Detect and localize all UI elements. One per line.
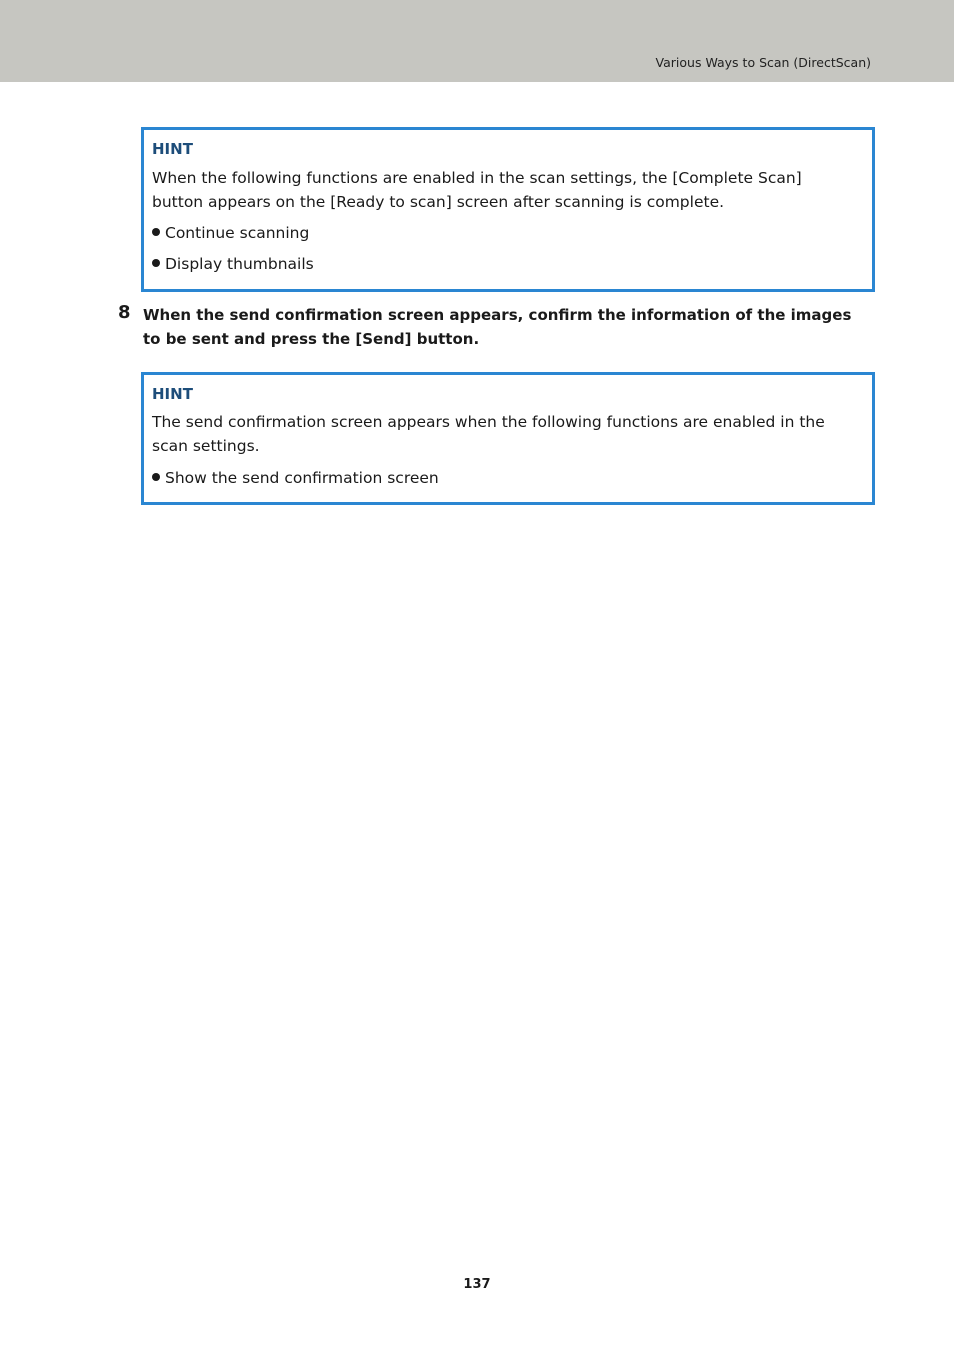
page-header (0, 0, 954, 82)
hint-box-2 (141, 372, 875, 505)
hint-bullet-display-thumbnails (152, 252, 314, 276)
hint-label: HINT (152, 140, 193, 158)
hint-text: The send confirmation screen appears when the following functions are enabled in the scan settings. (152, 413, 825, 455)
bullet-icon (152, 259, 160, 267)
bullet-text: Display thumbnails (165, 255, 314, 273)
bullet-text: Continue scanning (165, 224, 310, 242)
bullet-icon (152, 473, 160, 481)
hint-bullet-show-send-confirmation (152, 466, 439, 490)
hint-text: When the following functions are enabled in the scan settings, the [Complete Scan] button appears on the [Ready to scan] screen after scanning is complete. (152, 169, 802, 211)
hint-box-1 (141, 127, 875, 292)
hint-label: HINT (152, 385, 193, 403)
bullet-icon (152, 228, 160, 236)
hint-bullet-continue-scanning (152, 221, 309, 245)
bullet-text: Show the send confirmation screen (165, 469, 439, 487)
page-number: 137 (463, 1277, 491, 1292)
header-title: Various Ways to Scan (DirectScan) (655, 55, 871, 70)
step-instruction: When the send confirmation screen appears, confirm the information of the images to be sent and press the [Send] button. (143, 306, 852, 348)
step-number: 8 (118, 302, 131, 323)
